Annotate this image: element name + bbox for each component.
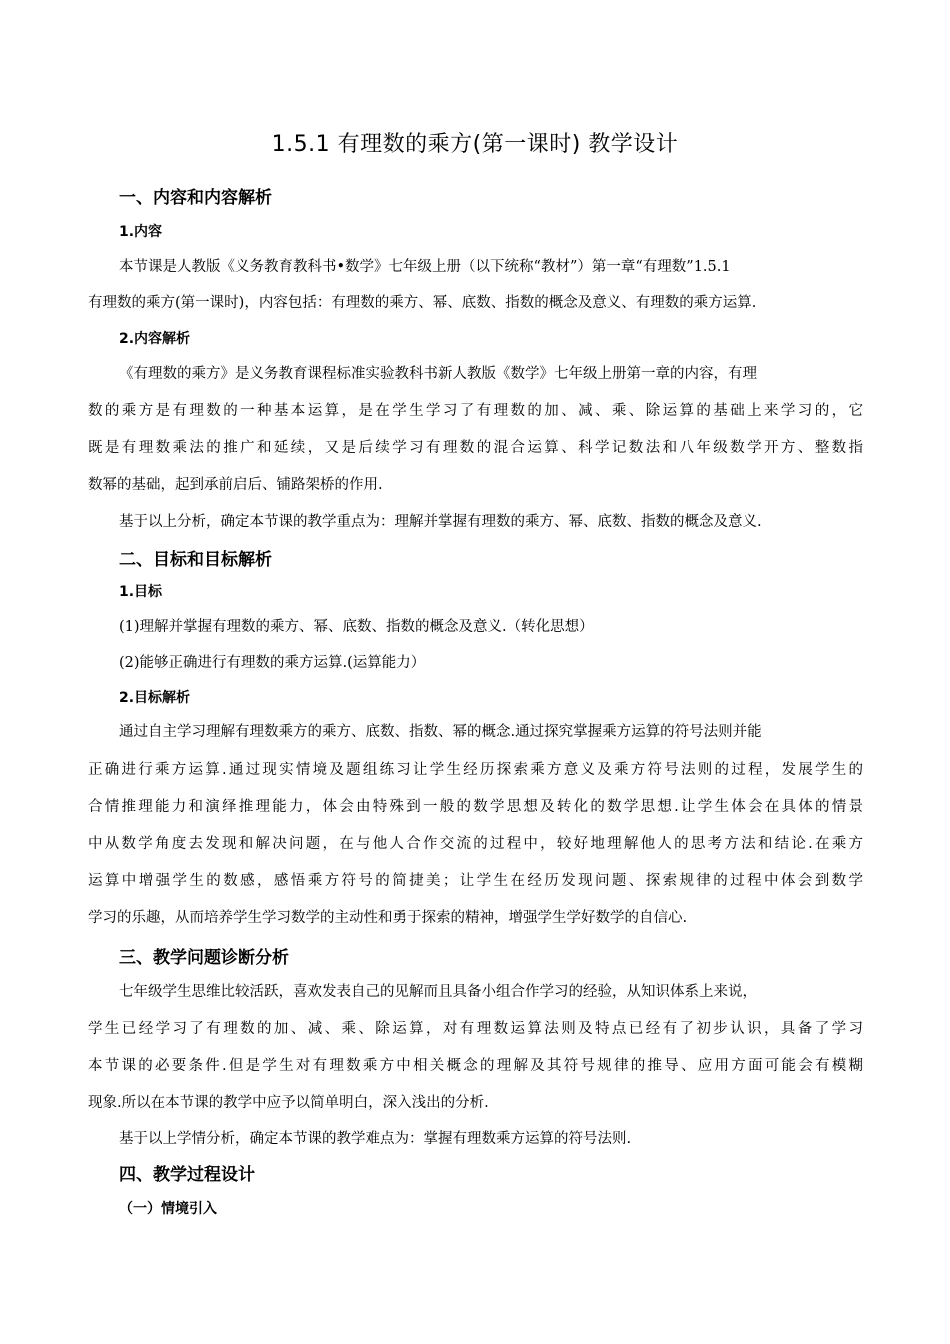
section-2-heading: 二、目标和目标解析: [119, 550, 272, 570]
paragraph-line: 本节课是人教版《义务教育教科书•数学》七年级上册（以下统称“教材”）第一章“有理数”1.5.1: [119, 259, 731, 275]
paragraph-line: 有理数的乘方(第一课时)，内容包括：有理数的乘方、幂、底数、指数的概念及意义、有理数的乘方运算.: [88, 295, 757, 311]
section-4-sub-1: （一）情境引入: [119, 1201, 217, 1217]
paragraph-line: 本节课的必要条件.但是学生对有理数乘方中相关概念的理解及其符号规律的推导、应用方面可能会有模糊: [88, 1058, 863, 1074]
document-title: 1.5.1 有理数的乘方(第一课时) 教学设计: [271, 132, 679, 157]
paragraph-line: 学习的乐趣，从而培养学生学习数学的主动性和勇于探索的精神，增强学生学好数学的自信心.: [88, 910, 688, 926]
paragraph-line: 七年级学生思维比较活跃，喜欢发表自己的见解而且具备小组合作学习的经验，从知识体系上来说，: [119, 984, 757, 1000]
paragraph-line: 数幂的基础，起到承前启后、铺路架桥的作用.: [88, 477, 383, 493]
section-3-heading: 三、教学问题诊断分析: [119, 948, 289, 968]
paragraph-line: 既是有理数乘法的推广和延续，又是后续学习有理数的混合运算、科学记数法和八年级数学开方、整数指: [88, 440, 863, 456]
paragraph-line: 运算中增强学生的数感，感悟乘方符号的简捷美；让学生在经历发现问题、探索规律的过程中体会到数学: [88, 873, 863, 889]
paragraph-line: 中从数学角度去发现和解决问题，在与他人合作交流的过程中，较好地理解他人的思考方法和结论.在乘方: [88, 836, 863, 852]
paragraph-line: 合情推理能力和演绎推理能力，体会由特殊到一般的数学思想及转化的数学思想.让学生体会在具体的情景: [88, 799, 863, 815]
section-1-sub-2: 2.内容解析: [119, 331, 191, 347]
paragraph-line: 学生已经学习了有理数的加、减、乘、除运算，对有理数运算法则及特点已经有了初步认识，具备了学习: [88, 1021, 863, 1037]
section-2-sub-2: 2.目标解析: [119, 690, 191, 706]
goal-item: (2)能够正确进行有理数的乘方运算.(运算能力）: [119, 655, 426, 671]
section-2-sub-1: 1.目标: [119, 584, 163, 600]
paragraph-line: 数的乘方是有理数的一种基本运算，是在学生学习了有理数的加、减、乘、除运算的基础上来学习的，它: [88, 403, 863, 419]
paragraph-line: 基于以上学情分析，确定本节课的教学难点为：掌握有理数乘方运算的符号法则.: [119, 1131, 632, 1147]
section-1-heading: 一、内容和内容解析: [119, 188, 272, 208]
paragraph-line: 正确进行乘方运算.通过现实情境及题组练习让学生经历探索乘方意义及乘方符号法则的过程，发展学生的: [88, 762, 863, 778]
paragraph-line: 通过自主学习理解有理数乘方的乘方、底数、指数、幂的概念.通过探究掌握乘方运算的符号法则并能: [119, 724, 762, 740]
paragraph-line: 现象.所以在本节课的教学中应予以简单明白，深入浅出的分析.: [88, 1095, 489, 1111]
paragraph-line: 基于以上分析，确定本节课的教学重点为：理解并掌握有理数的乘方、幂、底数、指数的概念及意义.: [119, 514, 762, 530]
section-4-heading: 四、教学过程设计: [119, 1165, 255, 1185]
goal-item: (1)理解并掌握有理数的乘方、幂、底数、指数的概念及意义.（转化思想）: [119, 619, 594, 635]
paragraph-line: 《有理数的乘方》是义务教育课程标准实验教科书新人教版《数学》七年级上册第一章的内容，有理: [119, 366, 757, 382]
section-1-sub-1: 1.内容: [119, 224, 163, 240]
